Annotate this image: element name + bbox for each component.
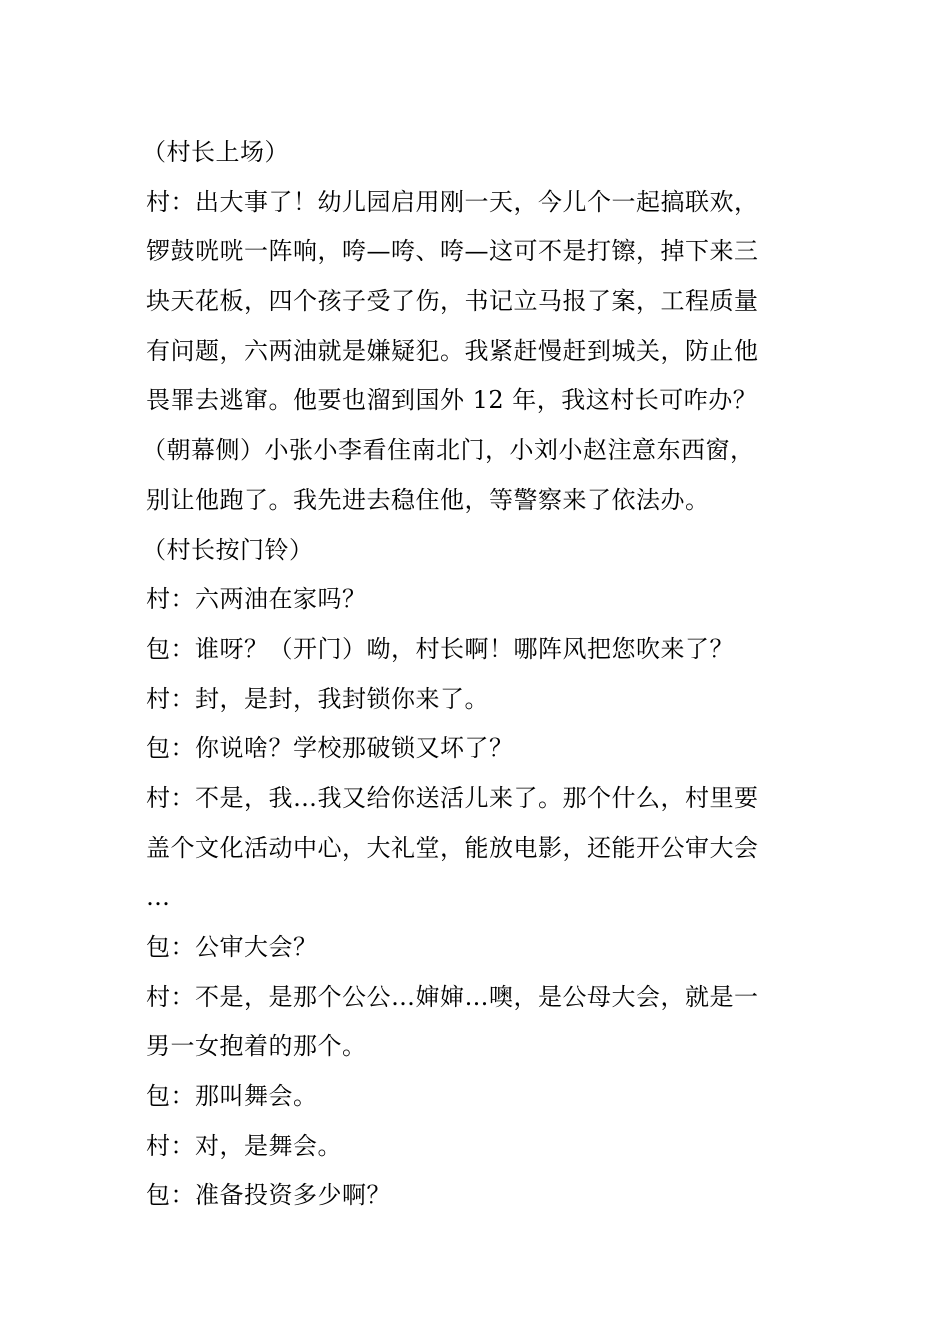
dialogue-line: 锣鼓咣咣一阵响，咵—咵、咵—这可不是打镲，掉下来三 [146,237,759,266]
dialogue-line: 盖个文化活动中心，大礼堂，能放电影，还能开公审大会 [146,833,759,862]
dialogue-line: 畏罪去逃窜。他要也溜到国外 12 年，我这村长可咋办？ [146,386,758,415]
dialogue-line: 村：封，是封，我封锁你来了。 [146,684,489,713]
dialogue-line: 男一女抱着的那个。 [146,1032,367,1061]
dialogue-line: 包：公审大会？ [146,933,318,961]
stage-direction: （村长按门铃） [142,535,314,564]
dialogue-line: … [146,883,171,912]
dialogue-line: 村：不是，我…我又给你送活儿来了。那个什么，村里要 [146,783,759,812]
dialogue-line: 包：你说啥？学校那破锁又坏了？ [146,734,514,763]
script-text [142,128,796,1221]
dialogue-line: 有问题，六两油就是嫌疑犯。我紧赶慢赶到城关，防止他 [146,336,759,365]
dialogue-line: 包：那叫舞会。 [146,1082,318,1111]
dialogue-line: 村：不是，是那个公公…婶婶…噢，是公母大会，就是一 [146,982,759,1011]
dialogue-line: 别让他跑了。我先进去稳住他，等警察来了依法办。 [146,485,710,514]
dialogue-line: 村：对，是舞会。 [146,1131,342,1160]
dialogue-line: 村：出大事了！幼儿园启用刚一天，今儿个一起搞联欢， [146,187,759,216]
stage-direction: （朝幕侧）小张小李看住南北门，小刘小赵注意东西窗， [142,436,755,465]
stage-direction: （村长上场） [142,138,289,166]
dialogue-line: 包：谁呀？（开门）呦，村长啊！哪阵风把您吹来了？ [146,634,734,663]
dialogue-line: 村：六两油在家吗？ [146,585,367,614]
dialogue-line: 块天花板，四个孩子受了伤，书记立马报了案，工程质量 [146,287,759,316]
dialogue-line: 包：准备投资多少啊？ [146,1181,391,1210]
